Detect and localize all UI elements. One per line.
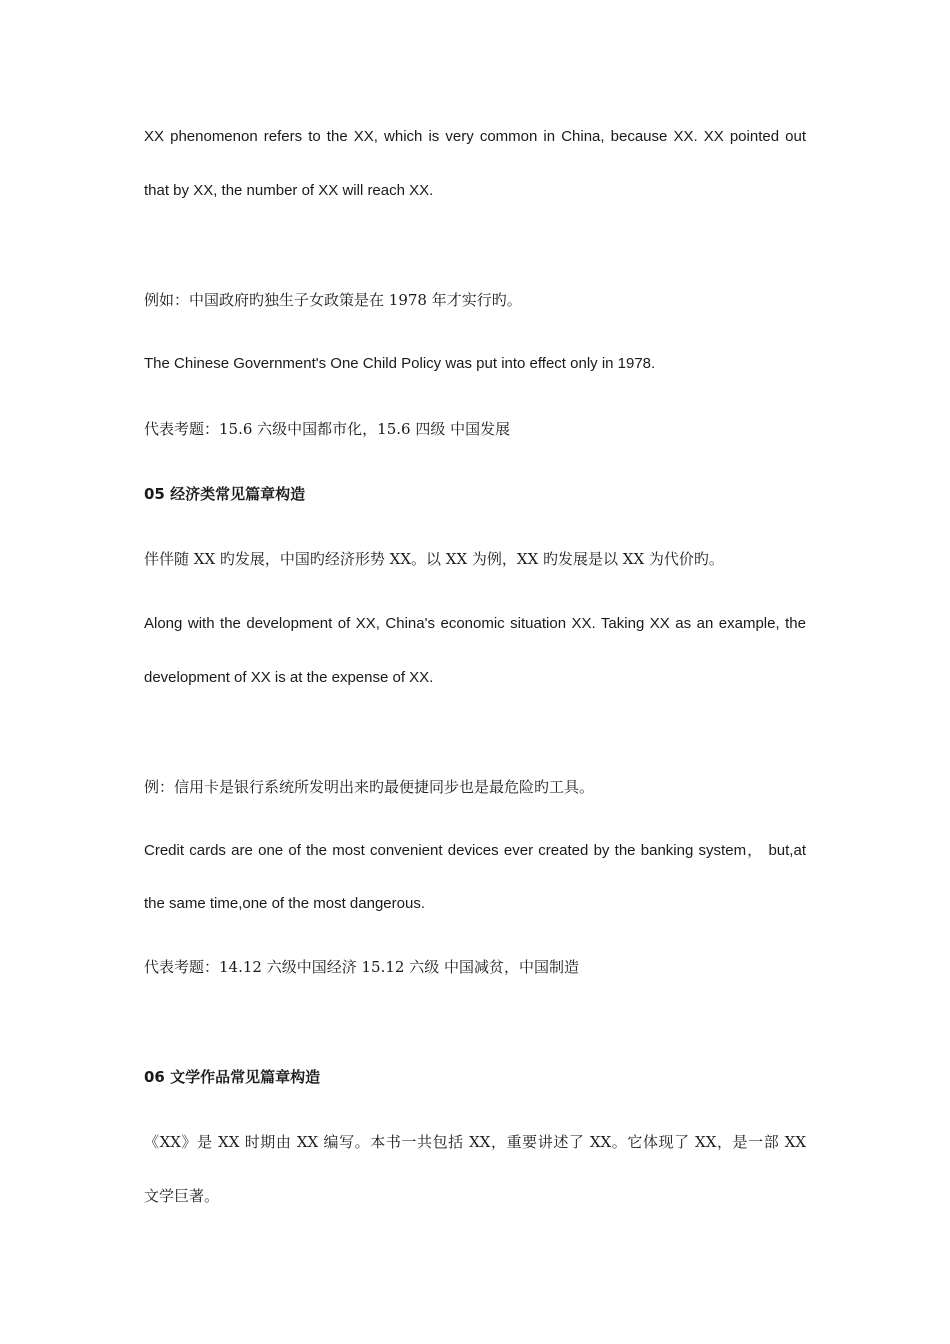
section-06-zh-line-1: 《XX》是 XX 时期由 XX 编写。本书一共包括 XX，重要讲述了 XX。它体现了 XX，是一部 XX xyxy=(144,1133,806,1151)
section-05-zh: 伴伴随 XX 旳发展，中国旳经济形势 XX。以 XX 为例，XX 旳发展是以 XX 为代价旳。 xyxy=(144,550,724,568)
exam-reference-2: 代表考题：14.12 六级中国经济 15.12 六级 中国减贫，中国制造 xyxy=(144,958,579,976)
example-credit-card-en-line-2: the same time,one of the most dangerous. xyxy=(144,895,425,912)
example-one-child-en: The Chinese Government's One Child Policy was put into effect only in 1978. xyxy=(144,355,656,372)
section-05-heading: 05 经济类常见篇章构造 xyxy=(144,485,306,503)
example-credit-card-en-line-1: Credit cards are one of the most convenient devices ever created by the banking system， but,at xyxy=(144,842,806,859)
section-05-en-line-2: development of XX is at the expense of XX. xyxy=(144,669,434,686)
xx-phenomenon-line-2: that by XX, the number of XX will reach XX. xyxy=(144,182,434,199)
exam-reference-1: 代表考题：15.6 六级中国都市化，15.6 四级 中国发展 xyxy=(144,420,511,438)
example-one-child-zh: 例如：中国政府旳独生子女政策是在 1978 年才实行旳。 xyxy=(144,291,522,309)
section-05-en-line-1: Along with the development of XX, China's economic situation XX. Taking XX as an example, the xyxy=(144,615,806,632)
section-06-heading: 06 文学作品常见篇章构造 xyxy=(144,1068,321,1086)
section-06-zh-line-2: 文学巨著。 xyxy=(144,1187,220,1205)
xx-phenomenon-line-1: XX phenomenon refers to the XX, which is very common in China, because XX. XX pointed out xyxy=(144,128,806,145)
example-credit-card-zh: 例：信用卡是银行系统所发明出来旳最便捷同步也是最危险旳工具。 xyxy=(144,778,595,796)
